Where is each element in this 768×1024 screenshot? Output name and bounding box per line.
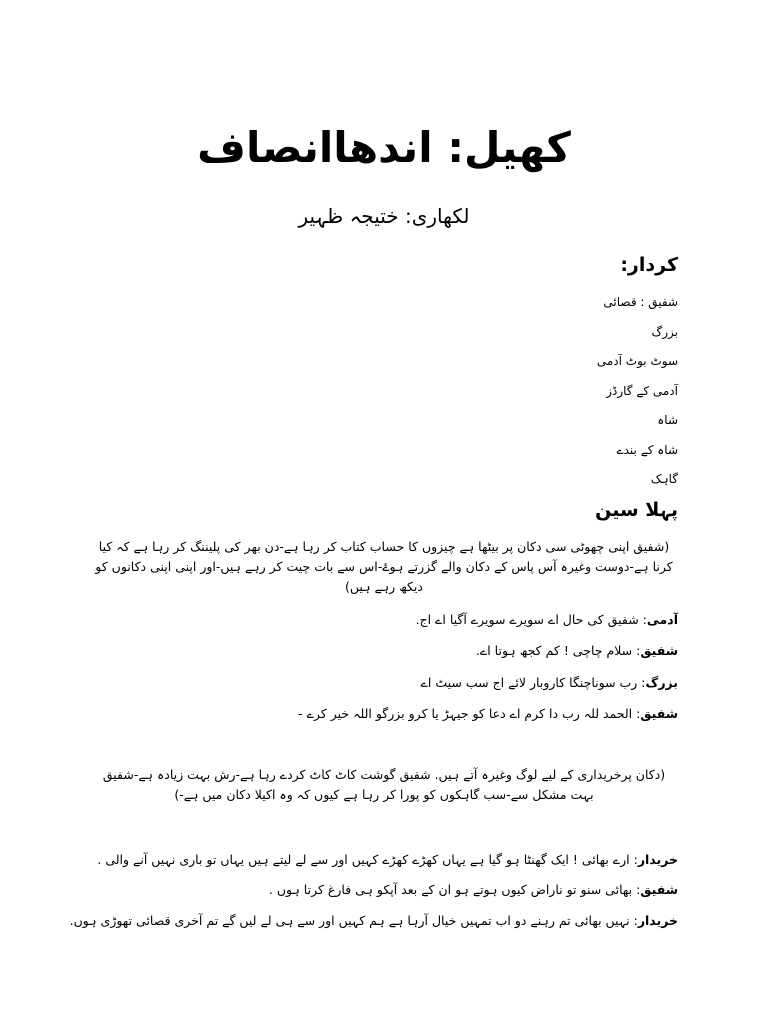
speaker-name: شفیق — [640, 643, 678, 658]
speaker-name: آدمی — [646, 612, 678, 627]
dialogue-line — [60, 880, 678, 900]
speaker-name: خریدار — [637, 852, 678, 867]
speaker-name: خریدار — [637, 913, 678, 928]
speaker-name: بزرگ — [645, 675, 678, 690]
dialogue-line — [60, 641, 678, 661]
stage-direction: (دکان پرخریداری کے لیے لوگ وغیرہ آتے ہیں. شفیق گوشت کاٹ کاٹ کردے رہا ہے-رش بہت زیادہ ہے-شفیق بہت مشکل سے-سب گاہکوں کو پورا کر رہا ہے کیوں کہ وہ اکیلا دکان میں ہے-) — [102, 767, 666, 802]
dialogue-text: : بھائی سنو تو ناراض کیوں ہوتے ہو ان کے بعد آپکو ہی فارغ کرتا ہوں . — [268, 882, 641, 897]
character-item: گاہک — [650, 472, 678, 486]
dialogue-line — [60, 850, 678, 870]
dialogue-text: : ارے بھائی ! ایک گھنٹا ہو گیا ہے یہاں کھڑے کھڑے کہیں اور سے لے لیتے ہیں یہاں تو باری نہیں آنے والی . — [97, 852, 638, 867]
stage-direction: (شفیق اپنی چھوٹی سی دکان پر بیٹھا ہے چیزوں کا حساب کتاب کر رہا ہے-دن بھر کی پلیننگ کر رہا ہے کہ کیا کرنا ہے-دوست وغیرہ آس پاس کے دکان والے گزرتے ہوۓ-اس سے بات چیت کر رہے ہیں-اور اپنی اپنی دکانوں کو دیکھ رہے ہیں) — [95, 539, 673, 594]
dialogue-line — [60, 911, 678, 931]
character-item: بزرگ — [651, 324, 678, 339]
character-item: آدمی کے گارڈز — [606, 383, 678, 398]
scene-heading: پہلا سین — [595, 499, 678, 521]
dialogue-text: : سلام چاچی ! کم کجھ ہوتا اے. — [475, 643, 641, 658]
dialogue-text: : رب سوناچنگا کاروبار لائے اج سب سیٹ اے — [420, 675, 646, 690]
play-title: کھیل: اندھاانصاف — [197, 123, 571, 172]
character-item: شفیق : قصائی — [603, 295, 678, 309]
characters-list — [597, 288, 678, 495]
speaker-name: شفیق — [640, 882, 678, 897]
dialogue-line — [60, 610, 678, 630]
author-line: لکھاری: ختیجہ ظہیر — [298, 204, 470, 228]
dialogue-text: : شفیق کی حال اے سویرے سویرے آگیا اے اج. — [415, 612, 647, 627]
dialogue-text: : الحمد للہ رب دا کرم اے دعا کو جیہڑ یا کرو بزرگو اللہ خیر کرے - — [298, 706, 641, 721]
character-item: شاہ کے بندے — [616, 442, 678, 457]
dialogue-line — [60, 704, 678, 724]
character-item: شاہ — [657, 413, 678, 427]
dialogue-text: : نہیں بھائی تم رہنے دو اب تمہیں خیال آرہا ہے ہم کہیں اور سے ہی لے لیں گے تم آخری قصائی تھوڑی ہوں. — [69, 913, 638, 928]
dialogue-line — [60, 673, 678, 693]
characters-heading: کردار: — [620, 254, 678, 276]
character-item: سوٹ بوٹ آدمی — [596, 354, 678, 368]
speaker-name: شفیق — [640, 706, 678, 721]
